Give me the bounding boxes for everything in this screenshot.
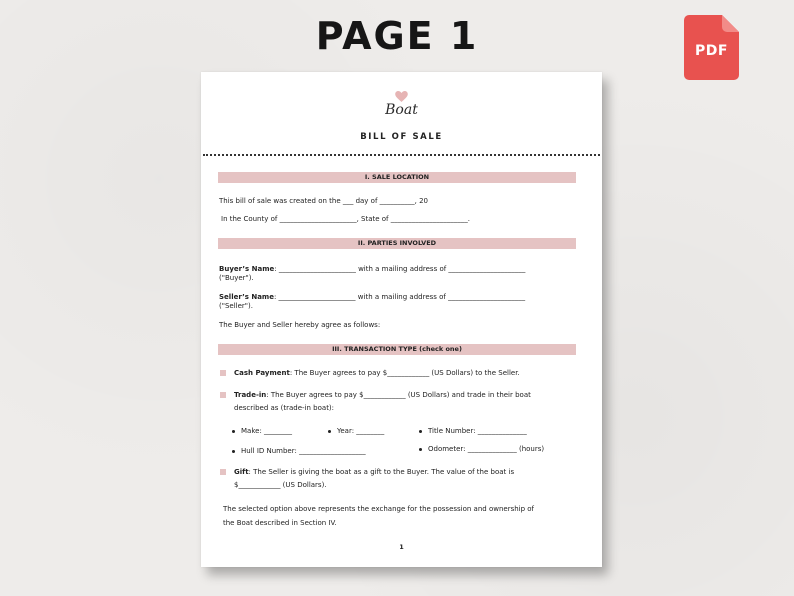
closing-line-2: the Boat described in Section IV. [223, 519, 337, 527]
buyer-line [219, 264, 525, 274]
year-field: Year: ________ [337, 427, 385, 435]
heart-icon [395, 91, 408, 102]
page-number: 1 [399, 543, 404, 551]
section-heading-parties: II. PARTIES INVOLVED [218, 238, 576, 249]
checkbox-trade-in[interactable] [220, 392, 226, 398]
trade-in-text: : The Buyer agrees to pay $____________ (US Dollars) and trade in their boat [266, 391, 531, 399]
document-sheet [201, 72, 602, 567]
seller-label: Seller’s Name [219, 293, 274, 301]
odometer-field: Odometer: ______________ (hours) [428, 445, 545, 453]
pdf-badge-label: PDF [695, 43, 728, 59]
section-heading-sale-location: I. SALE LOCATION [218, 172, 576, 183]
document-title: BILL OF SALE [360, 132, 443, 142]
closing-line-1: The selected option above represents the exchange for the possession and ownership of [223, 505, 535, 513]
cash-payment-label: Cash Payment [234, 369, 290, 377]
sale-county-line: In the County of ______________________, State of ______________________. [221, 215, 470, 223]
title-number-field: Title Number: ______________ [428, 427, 527, 435]
gift-text: : The Seller is giving the boat as a gift to the Buyer. The value of the boat is [248, 468, 515, 476]
checkbox-cash-payment[interactable] [220, 370, 226, 376]
bullet-icon [419, 430, 422, 433]
buyer-alias: ("Buyer"). [219, 274, 254, 282]
trade-in-label: Trade-in [234, 391, 267, 399]
sale-date-line: This bill of sale was created on the ___ day of __________, 20 [219, 197, 429, 205]
gift-line [234, 467, 514, 477]
seller-line [219, 292, 525, 302]
bullet-icon [232, 430, 235, 433]
bullet-icon [232, 450, 235, 453]
cash-payment-line [234, 368, 520, 378]
page-label: PAGE 1 [315, 14, 479, 58]
gift-label: Gift [234, 468, 249, 476]
trade-in-line [234, 390, 531, 400]
trade-in-text-cont: described as (trade-in boat): [234, 404, 335, 412]
make-field: Make: ________ [241, 427, 293, 435]
dotted-divider [203, 154, 600, 156]
script-title: Boat [385, 102, 418, 118]
gift-text-cont: $____________ (US Dollars). [234, 481, 327, 489]
buyer-label: Buyer’s Name [219, 265, 275, 273]
bullet-icon [328, 430, 331, 433]
hull-id-field: Hull ID Number: ___________________ [241, 447, 366, 455]
seller-text: : ______________________ with a mailing address of ______________________ [273, 293, 526, 301]
agreement-line: The Buyer and Seller hereby agree as follows: [219, 321, 381, 329]
pdf-file-icon [684, 15, 739, 80]
section-heading-transaction-type: III. TRANSACTION TYPE (check one) [218, 344, 576, 355]
checkbox-gift[interactable] [220, 469, 226, 475]
bullet-icon [419, 448, 422, 451]
buyer-text: : ______________________ with a mailing address of ______________________ [274, 265, 526, 273]
seller-alias: ("Seller"). [219, 302, 253, 310]
cash-payment-text: : The Buyer agrees to pay $____________ (US Dollars) to the Seller. [289, 369, 520, 377]
